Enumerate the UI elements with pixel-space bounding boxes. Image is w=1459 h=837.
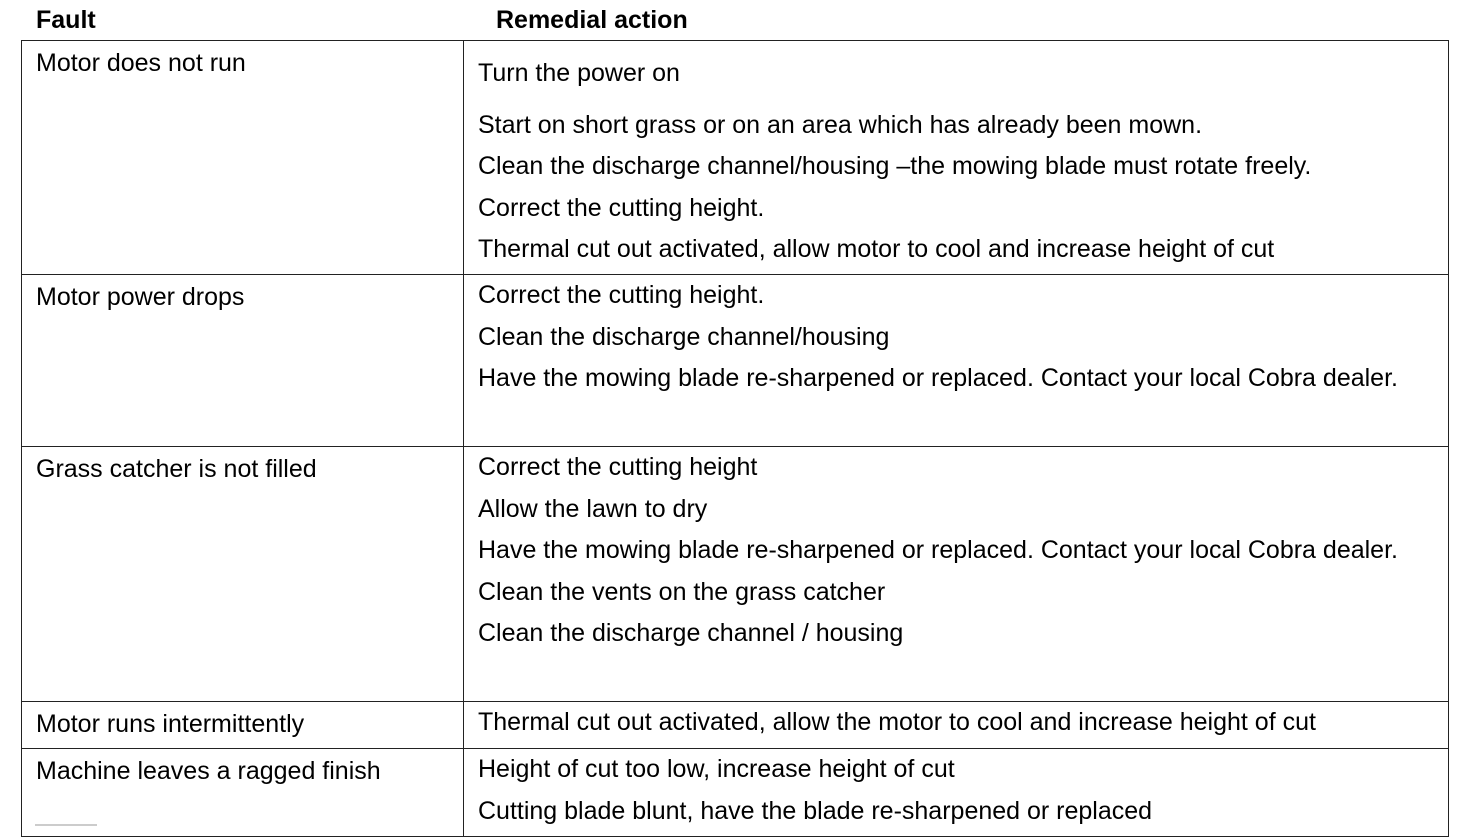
action-item: Cutting blade blunt, have the blade re-sharpened or replaced xyxy=(478,796,1153,825)
remedial-action-cell xyxy=(464,41,1449,275)
action-item: Have the mowing blade re-sharpened or replaced. Contact your local Cobra dealer. xyxy=(478,536,1398,564)
table-row xyxy=(22,41,1449,275)
remedial-action-cell xyxy=(464,702,1449,749)
remedial-action-cell xyxy=(464,447,1449,702)
action-item: Clean the discharge channel/housing –the mowing blade must rotate freely. xyxy=(478,152,1312,180)
action-item: Start on short grass or on an area which has already been mown. xyxy=(478,110,1203,139)
action-item: Clean the vents on the grass catcher xyxy=(478,577,886,606)
fault-cell: Motor does not run xyxy=(22,41,464,275)
action-item: Thermal cut out activated, allow motor to cool and increase height of cut xyxy=(478,235,1275,263)
fault-cell: Motor runs intermittently xyxy=(22,702,464,749)
table-row xyxy=(22,275,1449,447)
column-header-remedial-action: Remedial action xyxy=(496,6,688,34)
troubleshooting-table xyxy=(21,40,1449,837)
fault-cell: Grass catcher is not filled xyxy=(22,447,464,702)
table-row xyxy=(22,702,1449,749)
fault-cell: Motor power drops xyxy=(22,275,464,447)
column-header-fault: Fault xyxy=(36,6,96,34)
action-item: Thermal cut out activated, allow the motor to cool and increase height of cut xyxy=(478,708,1316,736)
action-item: Correct the cutting height. xyxy=(478,281,765,309)
action-item: Clean the discharge channel / housing xyxy=(478,619,904,647)
table-row xyxy=(22,749,1449,837)
table-row xyxy=(22,447,1449,702)
remedial-action-cell xyxy=(464,749,1449,837)
action-item: Allow the lawn to dry xyxy=(478,494,708,523)
action-item: Height of cut too low, increase height of cut xyxy=(478,755,955,783)
action-item: Correct the cutting height. xyxy=(478,193,765,222)
remedial-action-cell xyxy=(464,275,1449,447)
action-item: Correct the cutting height xyxy=(478,453,758,481)
footnote-divider xyxy=(35,824,97,826)
action-item: Clean the discharge channel/housing xyxy=(478,322,890,351)
fault-cell: Machine leaves a ragged finish xyxy=(22,749,464,837)
action-item: Turn the power on xyxy=(478,59,680,87)
action-item: Have the mowing blade re-sharpened or replaced. Contact your local Cobra dealer. xyxy=(478,364,1398,392)
